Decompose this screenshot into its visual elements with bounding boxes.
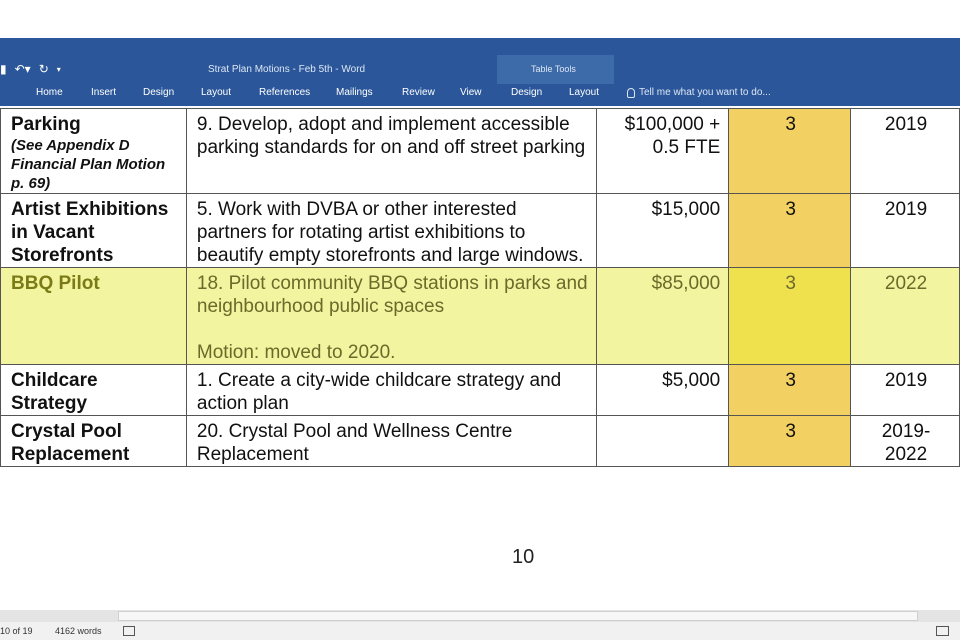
- table-row: [1, 109, 960, 194]
- table-row-highlighted: [1, 268, 960, 365]
- cell-cost[interactable]: [597, 416, 729, 467]
- lightbulb-icon: [627, 88, 635, 98]
- cell-cost[interactable]: $85,000: [597, 268, 729, 365]
- redo-icon[interactable]: ↻: [38, 62, 49, 76]
- cell-cost[interactable]: $5,000: [597, 365, 729, 416]
- cell-action[interactable]: 5. Work with DVBA or other interested partners for rotating artist exhibitions to beautify empty storefronts and large windows.: [186, 194, 596, 268]
- cell-priority[interactable]: 3: [729, 416, 851, 467]
- cell-action[interactable]: 9. Develop, adopt and implement accessible parking standards for on and off street parking: [186, 109, 596, 194]
- customize-qat-icon[interactable]: ▾: [56, 64, 61, 74]
- row-title: Parking: [11, 114, 81, 135]
- cell-year[interactable]: 2019: [851, 365, 960, 416]
- table-row: [1, 416, 960, 467]
- page-number: 10: [512, 546, 535, 568]
- row-note: (See Appendix D Financial Plan Motion p. 69): [11, 137, 166, 192]
- cell-action[interactable]: 1. Create a city-wide childcare strategy and action plan: [186, 365, 596, 416]
- tab-view[interactable]: View: [460, 87, 482, 98]
- cell-action[interactable]: [186, 268, 596, 365]
- cell-priority[interactable]: 3: [729, 365, 851, 416]
- tab-insert[interactable]: Insert: [91, 87, 117, 98]
- cell-cost[interactable]: $100,000 + 0.5 FTE: [597, 109, 729, 194]
- tab-table-design[interactable]: Design: [511, 87, 543, 98]
- tab-table-layout[interactable]: Layout: [569, 87, 600, 98]
- cell-year[interactable]: 2022: [851, 268, 960, 365]
- status-page-count[interactable]: 10 of 19: [0, 626, 33, 636]
- save-icon[interactable]: ▮: [0, 62, 7, 76]
- cell-name[interactable]: BBQ Pilot: [1, 268, 187, 365]
- proofing-icon[interactable]: [123, 626, 135, 636]
- cell-name[interactable]: [1, 109, 187, 194]
- cell-priority[interactable]: 3: [729, 109, 851, 194]
- tab-layout[interactable]: Layout: [201, 87, 232, 98]
- table-tools-label: Table Tools: [531, 64, 576, 74]
- tab-mailings[interactable]: Mailings: [336, 87, 373, 98]
- horizontal-scrollbar-thumb[interactable]: [118, 611, 918, 621]
- undo-icon[interactable]: ↶▾: [14, 62, 31, 76]
- tab-home[interactable]: Home: [36, 87, 63, 98]
- screen-top-margin: [0, 0, 960, 38]
- status-word-count[interactable]: 4162 words: [55, 626, 102, 636]
- table-row: [1, 365, 960, 416]
- tab-review[interactable]: Review: [402, 87, 435, 98]
- motions-table: [0, 108, 960, 467]
- cell-year[interactable]: 2019: [851, 109, 960, 194]
- cell-priority[interactable]: 3: [729, 194, 851, 268]
- tab-references[interactable]: References: [259, 87, 311, 98]
- tell-me-text: Tell me what you want to do...: [639, 87, 771, 98]
- cell-name[interactable]: Artist Exhibitions in Vacant Storefronts: [1, 194, 187, 268]
- status-bar: [0, 622, 960, 640]
- cell-name[interactable]: Childcare Strategy: [1, 365, 187, 416]
- cell-year[interactable]: 2019: [851, 194, 960, 268]
- cell-name[interactable]: Crystal Pool Replacement: [1, 416, 187, 467]
- tab-design[interactable]: Design: [143, 87, 175, 98]
- cell-action[interactable]: 20. Crystal Pool and Wellness Centre Replacement: [186, 416, 596, 467]
- tell-me-box[interactable]: [627, 87, 771, 98]
- cell-cost[interactable]: $15,000: [597, 194, 729, 268]
- title-bar: [0, 38, 960, 84]
- motion-note: Motion: moved to 2020.: [196, 342, 396, 363]
- read-mode-icon[interactable]: [936, 626, 949, 636]
- cell-year[interactable]: 2019-2022: [851, 416, 960, 467]
- cell-priority[interactable]: 3: [729, 268, 851, 365]
- quick-access-toolbar: [0, 60, 61, 78]
- table-row: [1, 194, 960, 268]
- action-text: 18. Pilot community BBQ stations in parks and neighbourhood public spaces: [196, 273, 588, 317]
- document-title: Strat Plan Motions - Feb 5th - Word: [208, 64, 366, 75]
